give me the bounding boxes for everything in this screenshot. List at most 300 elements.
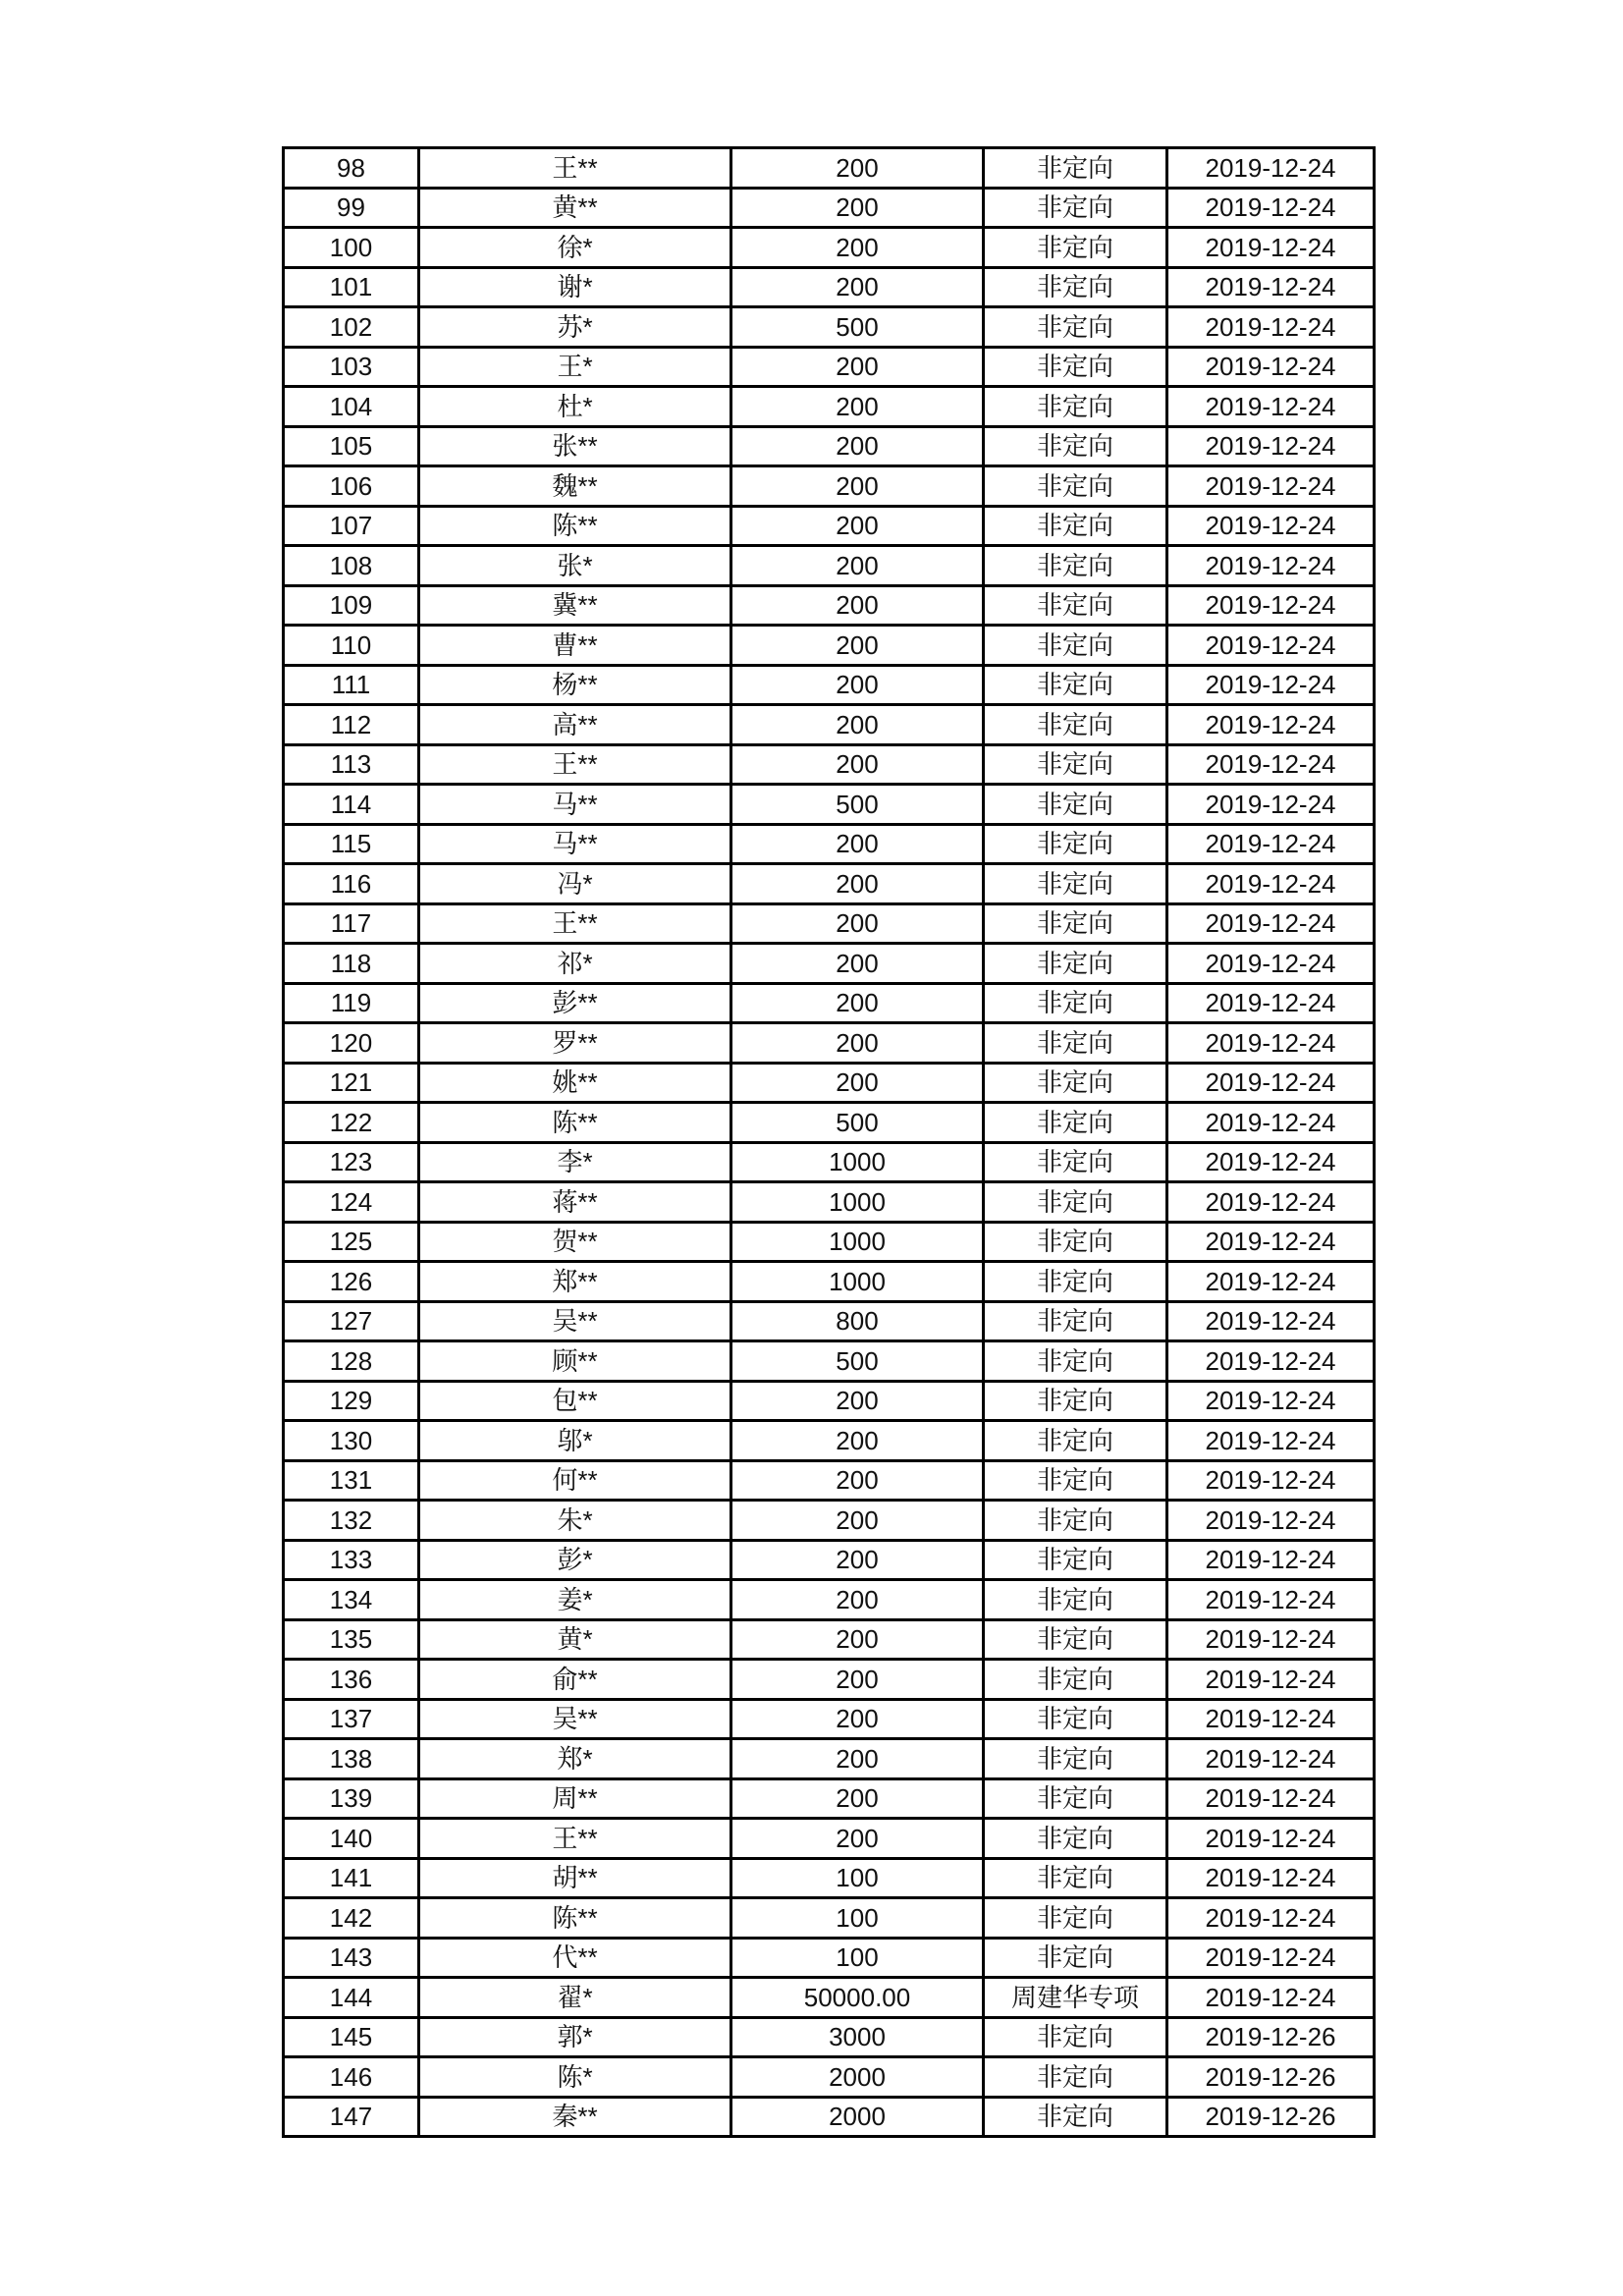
table-row — [284, 1421, 1375, 1461]
table-row — [284, 744, 1375, 785]
donor-name-cell: 祁* — [419, 944, 731, 984]
donation-type-cell: 非定向 — [984, 585, 1167, 626]
donor-name-cell: 王** — [419, 1819, 731, 1859]
table-row — [284, 1778, 1375, 1819]
amount-cell: 200 — [731, 347, 984, 387]
date-cell: 2019-12-24 — [1167, 1182, 1375, 1223]
row-number-cell: 125 — [284, 1222, 419, 1262]
table-row — [284, 506, 1375, 546]
date-cell: 2019-12-24 — [1167, 1819, 1375, 1859]
amount-cell: 200 — [731, 506, 984, 546]
donation-type-cell: 非定向 — [984, 1660, 1167, 1700]
donation-type-cell: 非定向 — [984, 1819, 1167, 1859]
row-number-cell: 101 — [284, 267, 419, 307]
table-row — [284, 1898, 1375, 1939]
row-number-cell: 132 — [284, 1501, 419, 1541]
donation-type-cell: 非定向 — [984, 1858, 1167, 1898]
amount-cell: 200 — [731, 585, 984, 626]
donor-name-cell: 郑** — [419, 1262, 731, 1302]
donor-name-cell: 朱* — [419, 1501, 731, 1541]
amount-cell: 3000 — [731, 2017, 984, 2057]
date-cell: 2019-12-24 — [1167, 585, 1375, 626]
table-row — [284, 1580, 1375, 1620]
table-row — [284, 546, 1375, 586]
date-cell: 2019-12-24 — [1167, 1619, 1375, 1660]
amount-cell: 200 — [731, 665, 984, 705]
donation-type-cell: 周建华专项 — [984, 1978, 1167, 2018]
donor-name-cell: 何** — [419, 1460, 731, 1501]
table-row — [284, 903, 1375, 944]
donation-type-cell: 非定向 — [984, 1460, 1167, 1501]
amount-cell: 50000.00 — [731, 1978, 984, 2018]
donor-name-cell: 杨** — [419, 665, 731, 705]
table-row — [284, 1182, 1375, 1223]
row-number-cell: 102 — [284, 307, 419, 348]
table-row — [284, 1858, 1375, 1898]
date-cell: 2019-12-24 — [1167, 1540, 1375, 1580]
table-row — [284, 1501, 1375, 1541]
date-cell: 2019-12-24 — [1167, 665, 1375, 705]
amount-cell: 200 — [731, 1580, 984, 1620]
date-cell: 2019-12-24 — [1167, 983, 1375, 1023]
donor-name-cell: 谢* — [419, 267, 731, 307]
date-cell: 2019-12-24 — [1167, 903, 1375, 944]
donor-name-cell: 陈* — [419, 2057, 731, 2098]
donation-type-cell: 非定向 — [984, 705, 1167, 745]
amount-cell: 200 — [731, 903, 984, 944]
amount-cell: 200 — [731, 944, 984, 984]
amount-cell: 200 — [731, 1381, 984, 1421]
donor-name-cell: 王** — [419, 148, 731, 189]
donor-name-cell: 胡** — [419, 1858, 731, 1898]
donation-type-cell: 非定向 — [984, 267, 1167, 307]
row-number-cell: 123 — [284, 1142, 419, 1182]
table-row — [284, 1660, 1375, 1700]
donor-name-cell: 张* — [419, 546, 731, 586]
date-cell: 2019-12-24 — [1167, 188, 1375, 228]
donation-type-cell: 非定向 — [984, 2057, 1167, 2098]
row-number-cell: 129 — [284, 1381, 419, 1421]
donor-name-cell: 王* — [419, 347, 731, 387]
table-body — [284, 148, 1375, 2137]
donor-name-cell: 李* — [419, 1142, 731, 1182]
date-cell: 2019-12-24 — [1167, 426, 1375, 466]
donation-type-cell: 非定向 — [984, 1301, 1167, 1341]
table-row — [284, 1063, 1375, 1103]
donor-name-cell: 王** — [419, 903, 731, 944]
table-row — [284, 626, 1375, 666]
donor-name-cell: 张** — [419, 426, 731, 466]
donor-name-cell: 罗** — [419, 1023, 731, 1064]
donation-type-cell: 非定向 — [984, 626, 1167, 666]
amount-cell: 200 — [731, 148, 984, 189]
donor-name-cell: 魏** — [419, 466, 731, 507]
row-number-cell: 147 — [284, 2097, 419, 2137]
date-cell: 2019-12-24 — [1167, 347, 1375, 387]
date-cell: 2019-12-26 — [1167, 2017, 1375, 2057]
donation-type-cell: 非定向 — [984, 1063, 1167, 1103]
table-row — [284, 347, 1375, 387]
donor-name-cell: 包** — [419, 1381, 731, 1421]
donor-name-cell: 杜* — [419, 387, 731, 427]
row-number-cell: 121 — [284, 1063, 419, 1103]
row-number-cell: 127 — [284, 1301, 419, 1341]
table-row — [284, 1023, 1375, 1064]
table-row — [284, 1142, 1375, 1182]
donor-name-cell: 高** — [419, 705, 731, 745]
row-number-cell: 145 — [284, 2017, 419, 2057]
table-row — [284, 387, 1375, 427]
donation-type-cell: 非定向 — [984, 785, 1167, 825]
table-row — [284, 983, 1375, 1023]
amount-cell: 2000 — [731, 2057, 984, 2098]
donation-type-cell: 非定向 — [984, 347, 1167, 387]
date-cell: 2019-12-24 — [1167, 824, 1375, 864]
amount-cell: 200 — [731, 466, 984, 507]
row-number-cell: 135 — [284, 1619, 419, 1660]
date-cell: 2019-12-24 — [1167, 626, 1375, 666]
amount-cell: 200 — [731, 387, 984, 427]
table-row — [284, 1301, 1375, 1341]
row-number-cell: 139 — [284, 1778, 419, 1819]
donor-name-cell: 姚** — [419, 1063, 731, 1103]
date-cell: 2019-12-24 — [1167, 546, 1375, 586]
donation-type-cell: 非定向 — [984, 1222, 1167, 1262]
donation-type-cell: 非定向 — [984, 506, 1167, 546]
row-number-cell: 108 — [284, 546, 419, 586]
date-cell: 2019-12-24 — [1167, 1739, 1375, 1779]
date-cell: 2019-12-24 — [1167, 944, 1375, 984]
amount-cell: 200 — [731, 1421, 984, 1461]
donation-type-cell: 非定向 — [984, 1778, 1167, 1819]
table-row — [284, 1619, 1375, 1660]
amount-cell: 1000 — [731, 1142, 984, 1182]
table-row — [284, 665, 1375, 705]
date-cell: 2019-12-24 — [1167, 1898, 1375, 1939]
row-number-cell: 124 — [284, 1182, 419, 1223]
donor-name-cell: 秦** — [419, 2097, 731, 2137]
amount-cell: 200 — [731, 228, 984, 268]
row-number-cell: 100 — [284, 228, 419, 268]
table-row — [284, 1938, 1375, 1978]
date-cell: 2019-12-24 — [1167, 1858, 1375, 1898]
date-cell: 2019-12-24 — [1167, 1938, 1375, 1978]
amount-cell: 200 — [731, 1063, 984, 1103]
donor-name-cell: 代** — [419, 1938, 731, 1978]
donor-name-cell: 贺** — [419, 1222, 731, 1262]
table-row — [284, 1540, 1375, 1580]
amount-cell: 200 — [731, 983, 984, 1023]
donor-name-cell: 姜* — [419, 1580, 731, 1620]
row-number-cell: 138 — [284, 1739, 419, 1779]
donor-name-cell: 曹** — [419, 626, 731, 666]
amount-cell: 200 — [731, 1699, 984, 1739]
date-cell: 2019-12-24 — [1167, 1103, 1375, 1143]
row-number-cell: 113 — [284, 744, 419, 785]
row-number-cell: 104 — [284, 387, 419, 427]
amount-cell: 200 — [731, 1819, 984, 1859]
row-number-cell: 120 — [284, 1023, 419, 1064]
row-number-cell: 140 — [284, 1819, 419, 1859]
donation-type-cell: 非定向 — [984, 1182, 1167, 1223]
amount-cell: 500 — [731, 1341, 984, 1382]
date-cell: 2019-12-24 — [1167, 705, 1375, 745]
row-number-cell: 146 — [284, 2057, 419, 2098]
row-number-cell: 117 — [284, 903, 419, 944]
amount-cell: 1000 — [731, 1182, 984, 1223]
amount-cell: 100 — [731, 1938, 984, 1978]
date-cell: 2019-12-24 — [1167, 1222, 1375, 1262]
table-row — [284, 785, 1375, 825]
table-row — [284, 1819, 1375, 1859]
table-row — [284, 1341, 1375, 1382]
row-number-cell: 99 — [284, 188, 419, 228]
date-cell: 2019-12-24 — [1167, 387, 1375, 427]
table-row — [284, 2097, 1375, 2137]
amount-cell: 1000 — [731, 1222, 984, 1262]
donor-name-cell: 黄* — [419, 1619, 731, 1660]
date-cell: 2019-12-24 — [1167, 1063, 1375, 1103]
donation-type-cell: 非定向 — [984, 148, 1167, 189]
row-number-cell: 128 — [284, 1341, 419, 1382]
table-row — [284, 1978, 1375, 2018]
date-cell: 2019-12-24 — [1167, 1501, 1375, 1541]
date-cell: 2019-12-24 — [1167, 1023, 1375, 1064]
donor-name-cell: 马** — [419, 824, 731, 864]
donation-type-cell: 非定向 — [984, 1699, 1167, 1739]
row-number-cell: 119 — [284, 983, 419, 1023]
amount-cell: 200 — [731, 1540, 984, 1580]
amount-cell: 200 — [731, 546, 984, 586]
row-number-cell: 105 — [284, 426, 419, 466]
donor-name-cell: 苏* — [419, 307, 731, 348]
donation-type-cell: 非定向 — [984, 1142, 1167, 1182]
amount-cell: 200 — [731, 824, 984, 864]
donation-type-cell: 非定向 — [984, 1898, 1167, 1939]
table-row — [284, 307, 1375, 348]
date-cell: 2019-12-24 — [1167, 1262, 1375, 1302]
date-cell: 2019-12-24 — [1167, 267, 1375, 307]
donor-name-cell: 郭* — [419, 2017, 731, 2057]
table-row — [284, 944, 1375, 984]
table-row — [284, 705, 1375, 745]
donation-type-cell: 非定向 — [984, 864, 1167, 904]
table-row — [284, 1699, 1375, 1739]
row-number-cell: 122 — [284, 1103, 419, 1143]
donation-type-cell: 非定向 — [984, 1739, 1167, 1779]
date-cell: 2019-12-26 — [1167, 2057, 1375, 2098]
table-row — [284, 585, 1375, 626]
donor-name-cell: 吴** — [419, 1699, 731, 1739]
row-number-cell: 137 — [284, 1699, 419, 1739]
date-cell: 2019-12-24 — [1167, 1142, 1375, 1182]
donation-type-cell: 非定向 — [984, 1619, 1167, 1660]
row-number-cell: 134 — [284, 1580, 419, 1620]
table-row — [284, 1222, 1375, 1262]
donor-name-cell: 顾** — [419, 1341, 731, 1382]
donation-record-table — [282, 146, 1376, 2138]
date-cell: 2019-12-24 — [1167, 744, 1375, 785]
donor-name-cell: 陈** — [419, 506, 731, 546]
donor-name-cell: 吴** — [419, 1301, 731, 1341]
row-number-cell: 111 — [284, 665, 419, 705]
date-cell: 2019-12-24 — [1167, 785, 1375, 825]
row-number-cell: 115 — [284, 824, 419, 864]
donor-name-cell: 陈** — [419, 1898, 731, 1939]
date-cell: 2019-12-24 — [1167, 1341, 1375, 1382]
row-number-cell: 126 — [284, 1262, 419, 1302]
amount-cell: 200 — [731, 1460, 984, 1501]
table-row — [284, 1103, 1375, 1143]
row-number-cell: 131 — [284, 1460, 419, 1501]
date-cell: 2019-12-24 — [1167, 506, 1375, 546]
row-number-cell: 118 — [284, 944, 419, 984]
amount-cell: 200 — [731, 267, 984, 307]
donation-type-cell: 非定向 — [984, 1023, 1167, 1064]
table-row — [284, 2057, 1375, 2098]
row-number-cell: 114 — [284, 785, 419, 825]
donor-name-cell: 周** — [419, 1778, 731, 1819]
donation-type-cell: 非定向 — [984, 426, 1167, 466]
donation-type-cell: 非定向 — [984, 2097, 1167, 2137]
donor-name-cell: 徐* — [419, 228, 731, 268]
date-cell: 2019-12-24 — [1167, 466, 1375, 507]
table-row — [284, 1262, 1375, 1302]
amount-cell: 200 — [731, 426, 984, 466]
table-row — [284, 228, 1375, 268]
donation-type-cell: 非定向 — [984, 1540, 1167, 1580]
row-number-cell: 109 — [284, 585, 419, 626]
table-row — [284, 1739, 1375, 1779]
donor-name-cell: 王** — [419, 744, 731, 785]
amount-cell: 100 — [731, 1858, 984, 1898]
date-cell: 2019-12-24 — [1167, 148, 1375, 189]
donation-type-cell: 非定向 — [984, 1381, 1167, 1421]
row-number-cell: 103 — [284, 347, 419, 387]
amount-cell: 200 — [731, 1619, 984, 1660]
row-number-cell: 136 — [284, 1660, 419, 1700]
date-cell: 2019-12-24 — [1167, 1421, 1375, 1461]
table-row — [284, 466, 1375, 507]
date-cell: 2019-12-24 — [1167, 1381, 1375, 1421]
donation-type-cell: 非定向 — [984, 387, 1167, 427]
amount-cell: 500 — [731, 1103, 984, 1143]
date-cell: 2019-12-24 — [1167, 1460, 1375, 1501]
date-cell: 2019-12-24 — [1167, 228, 1375, 268]
donor-name-cell: 蒋** — [419, 1182, 731, 1223]
table-row — [284, 426, 1375, 466]
table-row — [284, 2017, 1375, 2057]
donation-type-cell: 非定向 — [984, 824, 1167, 864]
donor-name-cell: 邬* — [419, 1421, 731, 1461]
donor-name-cell: 郑* — [419, 1739, 731, 1779]
date-cell: 2019-12-26 — [1167, 2097, 1375, 2137]
donation-type-cell: 非定向 — [984, 228, 1167, 268]
table-row — [284, 864, 1375, 904]
table-row — [284, 188, 1375, 228]
donation-type-cell: 非定向 — [984, 1262, 1167, 1302]
donation-type-cell: 非定向 — [984, 1501, 1167, 1541]
row-number-cell: 130 — [284, 1421, 419, 1461]
donor-name-cell: 冯* — [419, 864, 731, 904]
amount-cell: 200 — [731, 1501, 984, 1541]
table-row — [284, 267, 1375, 307]
amount-cell: 2000 — [731, 2097, 984, 2137]
date-cell: 2019-12-24 — [1167, 307, 1375, 348]
table-row — [284, 1381, 1375, 1421]
row-number-cell: 106 — [284, 466, 419, 507]
amount-cell: 200 — [731, 626, 984, 666]
amount-cell: 200 — [731, 1023, 984, 1064]
row-number-cell: 112 — [284, 705, 419, 745]
donor-name-cell: 彭* — [419, 1540, 731, 1580]
row-number-cell: 133 — [284, 1540, 419, 1580]
donation-type-cell: 非定向 — [984, 1103, 1167, 1143]
donation-type-cell: 非定向 — [984, 665, 1167, 705]
date-cell: 2019-12-24 — [1167, 1580, 1375, 1620]
donor-name-cell: 翟* — [419, 1978, 731, 2018]
amount-cell: 200 — [731, 744, 984, 785]
amount-cell: 500 — [731, 785, 984, 825]
donation-type-cell: 非定向 — [984, 466, 1167, 507]
amount-cell: 1000 — [731, 1262, 984, 1302]
amount-cell: 500 — [731, 307, 984, 348]
amount-cell: 200 — [731, 1660, 984, 1700]
date-cell: 2019-12-24 — [1167, 1301, 1375, 1341]
amount-cell: 200 — [731, 1739, 984, 1779]
row-number-cell: 143 — [284, 1938, 419, 1978]
donation-type-cell: 非定向 — [984, 744, 1167, 785]
row-number-cell: 144 — [284, 1978, 419, 2018]
donation-type-cell: 非定向 — [984, 944, 1167, 984]
row-number-cell: 141 — [284, 1858, 419, 1898]
amount-cell: 200 — [731, 705, 984, 745]
donation-type-cell: 非定向 — [984, 1580, 1167, 1620]
donation-type-cell: 非定向 — [984, 307, 1167, 348]
row-number-cell: 116 — [284, 864, 419, 904]
donor-name-cell: 彭** — [419, 983, 731, 1023]
donor-name-cell: 陈** — [419, 1103, 731, 1143]
donation-type-cell: 非定向 — [984, 1938, 1167, 1978]
donor-name-cell: 黄** — [419, 188, 731, 228]
amount-cell: 800 — [731, 1301, 984, 1341]
table-row — [284, 824, 1375, 864]
donation-type-cell: 非定向 — [984, 2017, 1167, 2057]
amount-cell: 200 — [731, 1778, 984, 1819]
row-number-cell: 110 — [284, 626, 419, 666]
date-cell: 2019-12-24 — [1167, 1660, 1375, 1700]
donation-type-cell: 非定向 — [984, 1421, 1167, 1461]
row-number-cell: 107 — [284, 506, 419, 546]
donation-type-cell: 非定向 — [984, 546, 1167, 586]
row-number-cell: 98 — [284, 148, 419, 189]
date-cell: 2019-12-24 — [1167, 1778, 1375, 1819]
donor-name-cell: 冀** — [419, 585, 731, 626]
row-number-cell: 142 — [284, 1898, 419, 1939]
amount-cell: 100 — [731, 1898, 984, 1939]
donation-type-cell: 非定向 — [984, 903, 1167, 944]
date-cell: 2019-12-24 — [1167, 1699, 1375, 1739]
date-cell: 2019-12-24 — [1167, 1978, 1375, 2018]
donor-name-cell: 俞** — [419, 1660, 731, 1700]
donor-name-cell: 马** — [419, 785, 731, 825]
table-row — [284, 148, 1375, 189]
donation-type-cell: 非定向 — [984, 983, 1167, 1023]
amount-cell: 200 — [731, 864, 984, 904]
donation-type-cell: 非定向 — [984, 188, 1167, 228]
donation-type-cell: 非定向 — [984, 1341, 1167, 1382]
table-row — [284, 1460, 1375, 1501]
